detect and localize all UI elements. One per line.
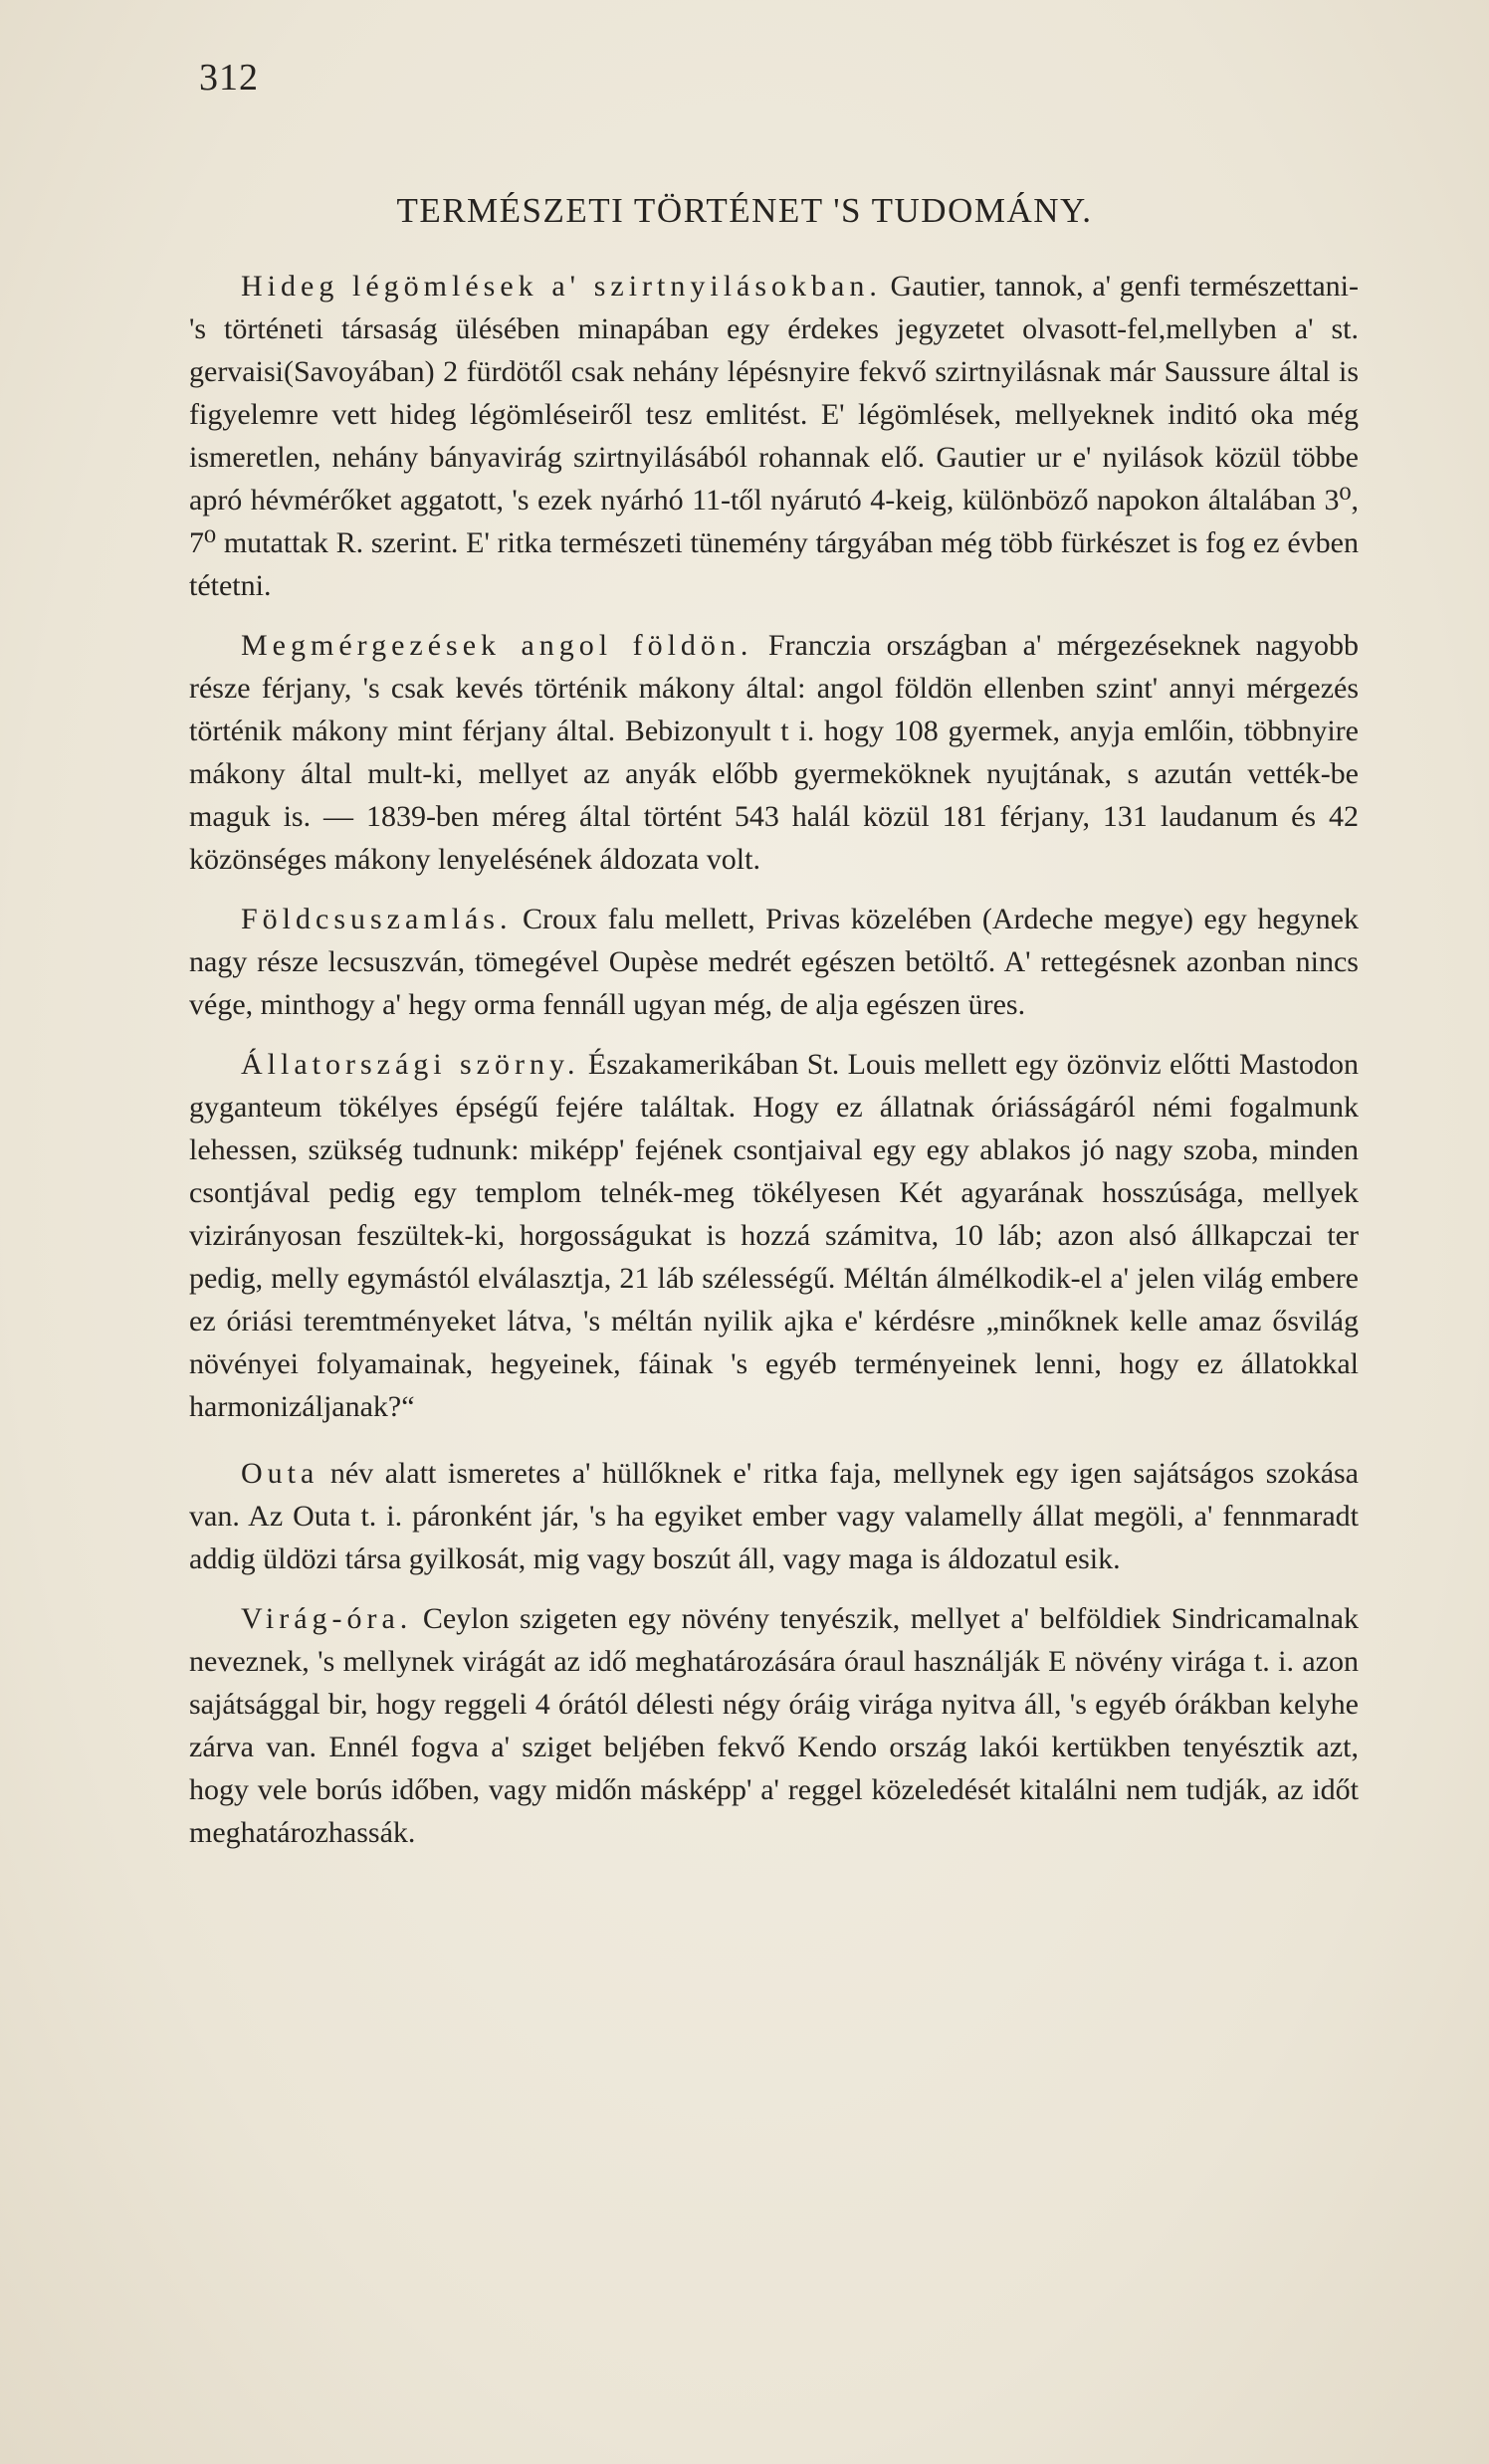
article-heading: Megmérgezések angol földön. xyxy=(241,629,753,662)
article-flower-clock xyxy=(189,1597,1359,1854)
article-body: Franczia országban a' mérgezéseknek nagyobb része férjany, 's csak kevés történik mákony által: angol földön ellenben szint' annyi mérgezés történik mákony mint férjany által. Bebizonyult t i. hogy 108 gyermek, anyja emlőin, többnyire mákony által mult-ki, mellyet az anyák előbb gyermeköknek nyujtának, s azután vették-be maguk is. — 1839-ben méreg által történt 543 halál közül 181 férjany, 131 laudanum és 42 közönséges mákony lenyelésének áldozata volt. xyxy=(189,629,1359,876)
article-heading: Hideg légömlések a' szirtnyilásokban. xyxy=(241,270,882,303)
article-body: Gautier, tannok, a' genfi természettani- 's történeti társaság ülésében minapában egy érdekes jegyzetet olvasott-fel,mellyben a' st. gervaisi(Savoyában) 2 fürdötől csak nehány lépésnyire fekvő szirtnyilásnak már Saussure által is figyelemre vett hideg légömléseiről tesz emlitést. E' légömlések, mellyeknek inditó oka még ismeretlen, nehány bányavirág szirtnyilásából rohannak elő. Gautier ur e' nyilások közül többe apró hévmérőket aggatott, 's ezek nyárhó 11-től nyárutó 4-keig, különböző napokon általában 3⁰, 7⁰ mutattak R. szerint. E' ritka természeti tünemény tárgyában még több fürkészet is fog ez évben tétetni. xyxy=(189,270,1359,602)
article-poisonings xyxy=(189,624,1359,881)
article-body: Croux falu mellett, Privas közelében (Ardeche megye) egy hegynek nagy része lecsuszván, tömegével Oupèse medrét egészen betöltő. A' rettegésnek azonban nincs vége, minthogy a' hegy orma fennáll ugyan még, de alja egészen üres. xyxy=(189,903,1359,1021)
article-heading: Állatországi szörny. xyxy=(241,1048,580,1081)
section-title: TERMÉSZETI TÖRTÉNET 'S TUDOMÁNY. xyxy=(396,191,1093,230)
article-landslide xyxy=(189,898,1359,1026)
article-body: név alatt ismeretes a' hüllőknek e' ritka faja, mellynek egy igen sajátságos szokása van. Az Outa t. i. páronként jár, 's ha egyiket ember vagy valamelly állat megöli, a' fennmaradt addig üldözi társa gyilkosát, mig vagy boszút áll, vagy maga is áldozatul esik. xyxy=(189,1457,1359,1575)
article-body: Ceylon szigeten egy növény tenyészik, mellyet a' belföldiek Sindricamalnak neveznek, 's mellynek virágát az idő meghatározására óraul használják E növény virága t. i. azon sajátsággal bir, hogy reggeli 4 órától délesti négy óráig virága nyitva áll, 's egyéb órákban kelyhe zárva van. Ennél fogva a' sziget beljében fekvő Kendo ország lakói kertükben tenyésztik azt, hogy vele borús időben, vagy midőn másképp' a' reggel közeledését kitalálni nem tudják, az időt meghatározhassák. xyxy=(189,1602,1359,1849)
article-outa xyxy=(189,1452,1359,1580)
page-number: 312 xyxy=(199,57,259,99)
article-body: Északamerikában St. Louis mellett egy özönviz előtti Mastodon gyganteum tökélyes épségű fejére találtak. Hogy ez állatnak óriásságáról némi fogalmunk lehessen, szükség tudnunk: miképp' fejének csontjaival egy egy ablakos jó nagy szoba, minden csontjával pedig egy templom telnék-meg tökélyesen Két agyarának hosszúsága, mellyek vizirányosan feszültek-ki, horgosságukat is hozzá számitva, 10 láb; azon alsó állkapczai ter pedig, melly egymástól elválasztja, 21 láb szélességű. Méltán álmélkodik-el a' jelen világ embere ez óriási teremtményeket látva, 's méltán nyilik ajka e' kérdésre „minőknek kelle amaz ősvilág növényei folyamainak, hegyeinek, fáinak 's egyéb terményeinek lenni, hogy ez állatokkal harmonizáljanak?“ xyxy=(189,1048,1359,1423)
article-heading: Virág-óra. xyxy=(241,1602,413,1635)
article-cold-air xyxy=(189,265,1359,607)
article-column xyxy=(189,265,1359,1871)
article-heading: Outa xyxy=(241,1457,319,1490)
article-monster xyxy=(189,1043,1359,1428)
article-heading: Földcsuszamlás. xyxy=(241,903,513,935)
